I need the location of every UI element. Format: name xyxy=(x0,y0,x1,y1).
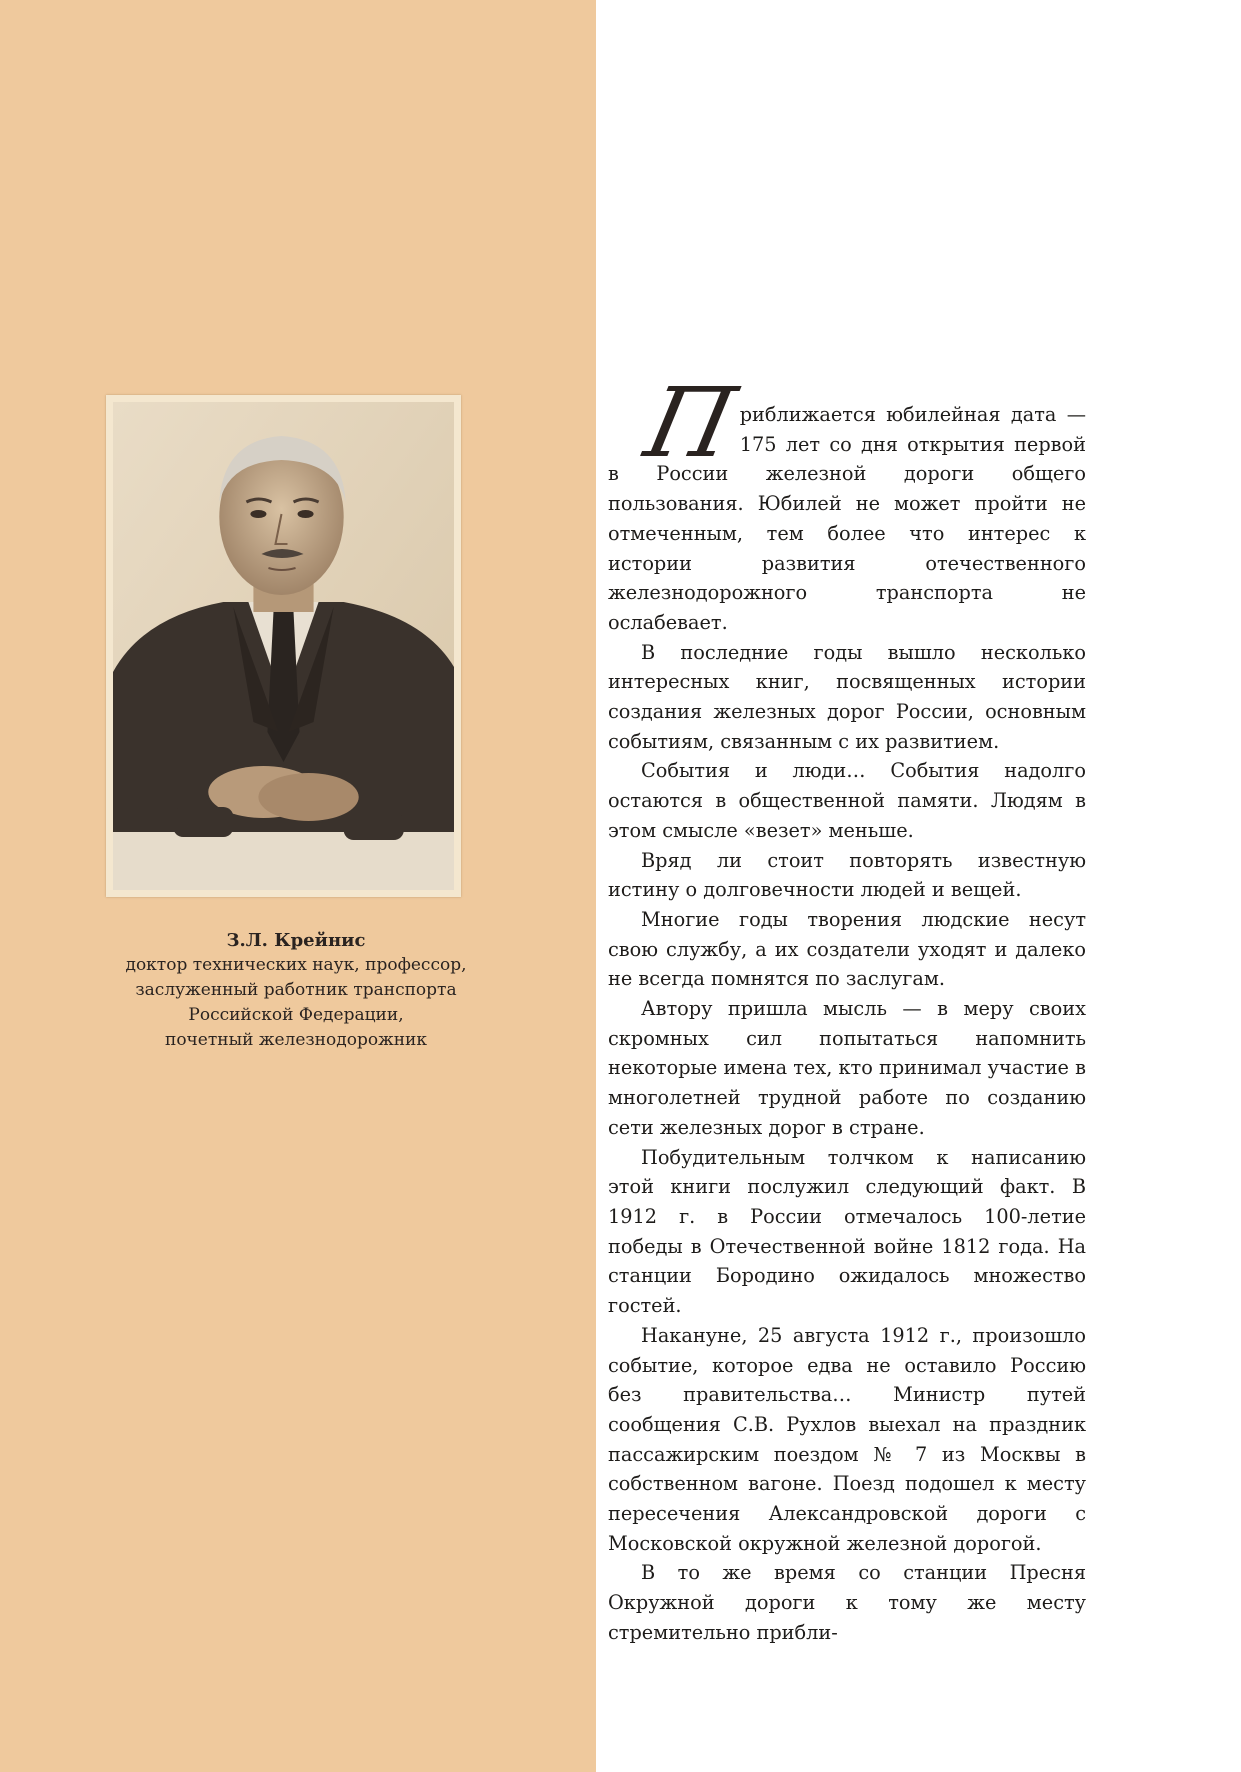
paragraph: Вряд ли стоит повторять известную истину о долговечности людей и вещей. xyxy=(608,848,1086,902)
author-caption xyxy=(106,928,486,1053)
paragraph: Побудительным толчком к написанию этой книги послужил следующий факт. В 1912 г. в России отмечалось 100-летие победы в Отечественной войне 1812 года. На станции Бородино ожидалось множество гостей. xyxy=(608,1145,1086,1318)
paragraph xyxy=(608,367,1086,638)
author-name: З.Л. Крейнис xyxy=(226,930,366,951)
author-title-line: доктор технических наук, профессор, xyxy=(125,955,467,975)
paragraph: Автору пришла мысль — в меру своих скромных сил попытаться напомнить некоторые имена тех, кто принимал участие в многолетней трудной работе по созданию сети железных дорог в стране. xyxy=(608,997,1086,1139)
paragraph-text: риближается юбилейная дата — 175 лет со дня открытия первой в России железной дороги общего пользования. Юбилей не может пройти не отмеченным, тем более что интерес к истории развития отечественного железнодорожного транспорта не ослабевает. xyxy=(608,403,1086,634)
author-title-line: Российской Федерации, xyxy=(188,1005,404,1025)
paragraph: Накануне, 25 августа 1912 г., произошло событие, которое едва не оставило Россию без правительства… Министр путей сообщения С.В. Рухлов выехал на праздник пассажирским поездом № 7 из Москвы в собственном вагоне. Поезд подошел к месту пересечения Александровской дороги с Московской окружной железной дорогой. xyxy=(608,1323,1086,1555)
article-body xyxy=(608,367,1086,1648)
paragraph: События и люди… События надолго остаются в общественной памяти. Людям в этом смысле «везет» меньше. xyxy=(608,759,1086,842)
paragraph: В последние годы вышло несколько интересных книг, посвященных истории создания железных дорог России, основным событиям, связанным с их развитием. xyxy=(608,640,1086,753)
paragraph: Многие годы творения людские несут свою службу, а их создатели уходят и далеко не всегда помнятся по заслугам. xyxy=(608,907,1086,991)
author-portrait xyxy=(106,395,461,897)
author-title-line: почетный железнодорожник xyxy=(164,1030,427,1050)
paragraph: В то же время со станции Пресня Окружной дороги к тому же месту стремительно прибли- xyxy=(608,1561,1086,1644)
portrait-photo xyxy=(113,402,454,890)
drop-cap: П xyxy=(636,367,745,479)
author-title-line: заслуженный работник транспорта xyxy=(135,980,457,1000)
